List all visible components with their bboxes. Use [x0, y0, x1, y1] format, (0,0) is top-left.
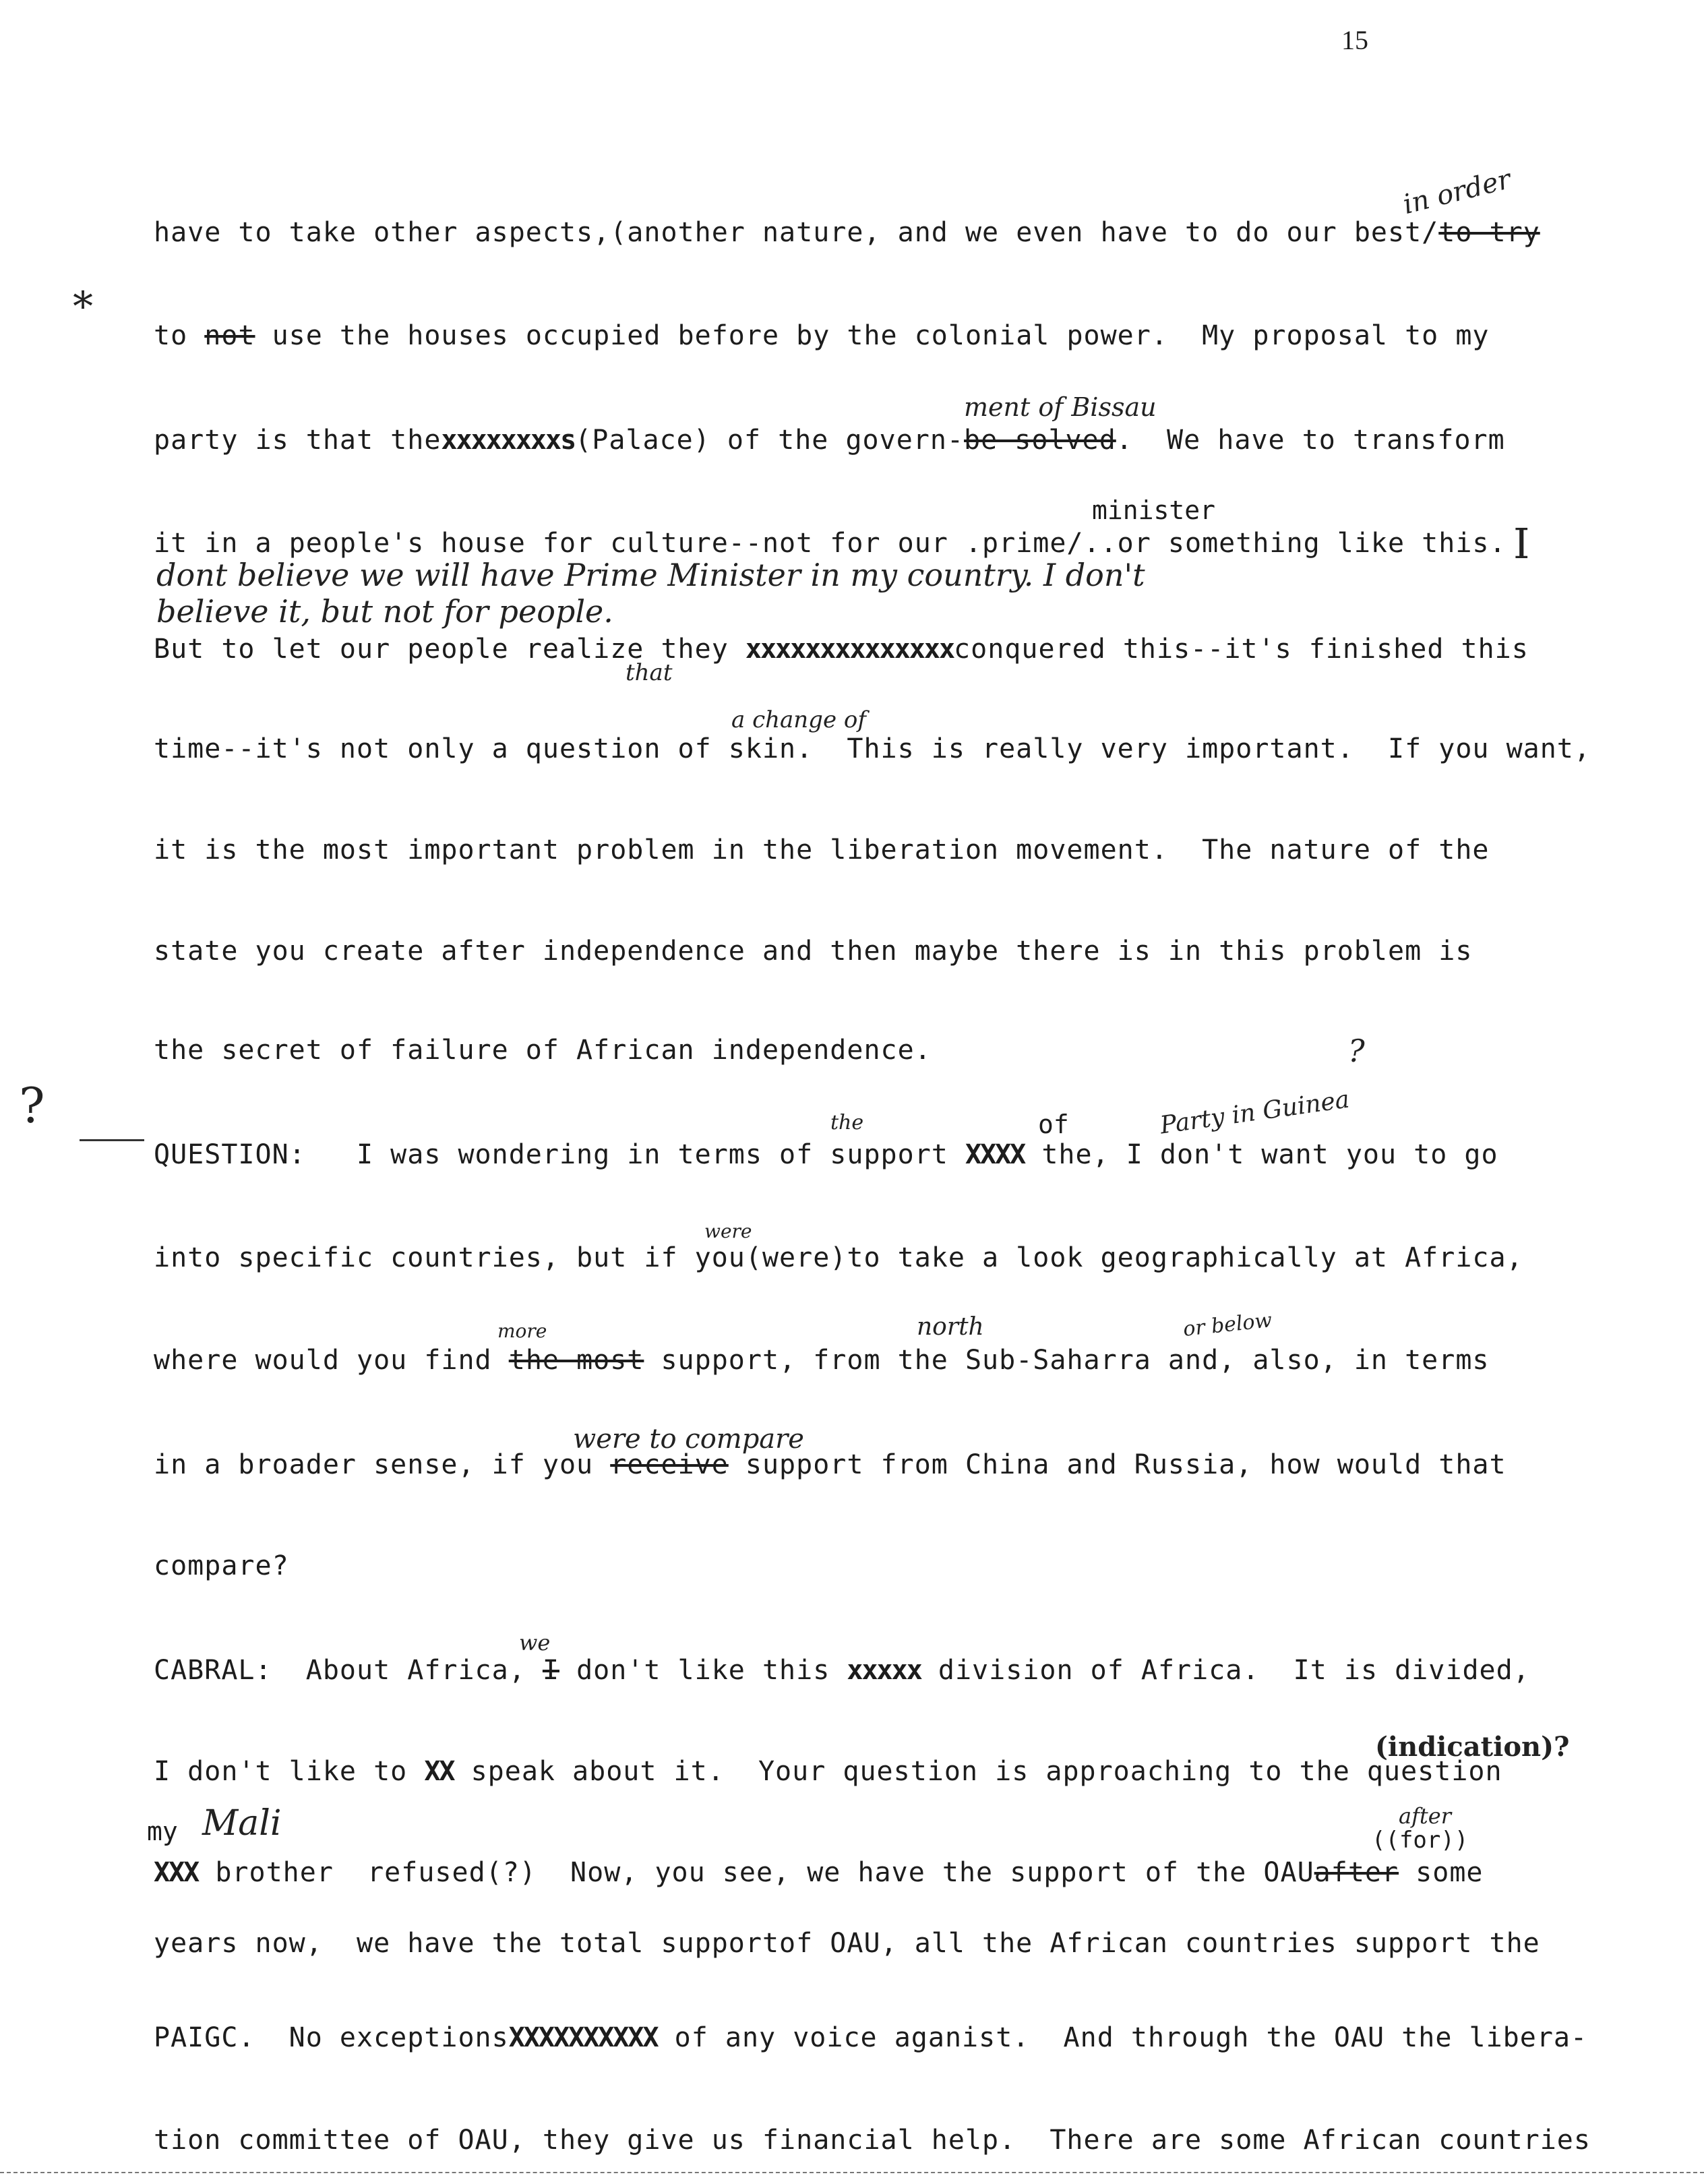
text-line-1: have to take other aspects,(another nature, and we even have to do our best/to try: [154, 217, 1540, 248]
margin-question-mark: ?: [19, 1077, 45, 1134]
annotation-party-guinea: Party in Guinea: [1158, 1085, 1351, 1140]
annotation-the: the: [830, 1111, 864, 1134]
text-line-6: time--it's not only a question of skin. This is really very important. If you want,: [154, 733, 1591, 764]
text-line-16: I don't like to XX speak about it. Your question is approaching to the question: [154, 1756, 1502, 1787]
annotation-more: more: [497, 1320, 547, 1342]
text-line-5: But to let our people realize they xxxxxxxxxxxxxxconquered this--it's finished this: [154, 634, 1529, 665]
text-line-7: it is the most important problem in the liberation movement. The nature of the: [154, 835, 1490, 866]
text-line-9: the secret of failure of African independence.: [154, 1035, 932, 1066]
page-bottom-rule: [0, 2172, 1704, 2173]
annotation-of: of: [1038, 1110, 1069, 1139]
margin-dash: [80, 1139, 144, 1141]
annotation-we: we: [519, 1630, 551, 1656]
margin-star-mark: *: [73, 283, 93, 330]
text-line-17: XXX brother refused(?) Now, you see, we have the support of the OAUafter some: [154, 1857, 1484, 1888]
text-line-18: years now, we have the total supportof OAU, all the African countries support the: [154, 1928, 1540, 1959]
page-number: 15: [1341, 25, 1368, 55]
annotation-were-to-compare: were to compare: [573, 1424, 804, 1455]
annotation-or-below: or below: [1182, 1308, 1273, 1341]
annotation-after: after: [1399, 1803, 1452, 1829]
annotation-question-top: ?: [1348, 1033, 1365, 1069]
annotation-ment-of-bissau: ment of Bissau: [964, 392, 1157, 422]
text-line-2: to not use the houses occupied before by the colonial power. My proposal to my: [154, 320, 1490, 351]
text-line-8: state you create after independence and then maybe there is in this problem is: [154, 936, 1473, 967]
annotation-minister: minister: [1092, 495, 1216, 525]
annotation-my: my: [147, 1817, 178, 1846]
text-line-12: where would you find the most support, from the Sub-Saharra and, also, in terms: [154, 1345, 1490, 1376]
annotation-north: north: [917, 1313, 984, 1341]
handwritten-line-2: believe it, but not for people.: [156, 593, 613, 630]
text-line-19: PAIGC. No exceptionsXXXXXXXXXX of any voice aganist. And through the OAU the libera-: [154, 2022, 1588, 2053]
annotation-indication: (indication)?: [1375, 1731, 1570, 1763]
annotation-for: ((for)): [1372, 1827, 1469, 1854]
annotation-in-order: in order: [1399, 163, 1515, 221]
annotation-a-change-of: a change of: [731, 706, 866, 733]
annotation-mali: Mali: [202, 1803, 282, 1844]
text-line-10: QUESTION: I was wondering in terms of support XXXX the, I don't want you to go: [154, 1139, 1498, 1170]
text-line-14: compare?: [154, 1550, 289, 1581]
text-line-20: tion committee of OAU, they give us financial help. There are some African countries: [154, 2125, 1591, 2156]
text-line-15: CABRAL: About Africa, I don't like this xxxxx division of Africa. It is divided,: [154, 1655, 1530, 1686]
annotation-were: were: [704, 1220, 752, 1242]
text-line-11: into specific countries, but if you(were)to take a look geographically at Africa,: [154, 1242, 1523, 1273]
text-line-13: in a broader sense, if you receive support from China and Russia, how would that: [154, 1449, 1507, 1480]
text-line-4: it in a people's house for culture--not for our .prime/..or something like this.: [154, 528, 1507, 559]
annotation-that: that: [626, 659, 673, 686]
text-line-3: party is that thexxxxxxxxs(Palace) of the govern-be solved. We have to transform: [154, 425, 1505, 456]
handwritten-line-1: dont believe we will have Prime Minister in my country. I don't: [156, 557, 1145, 593]
annotation-big-i: I: [1513, 519, 1530, 568]
